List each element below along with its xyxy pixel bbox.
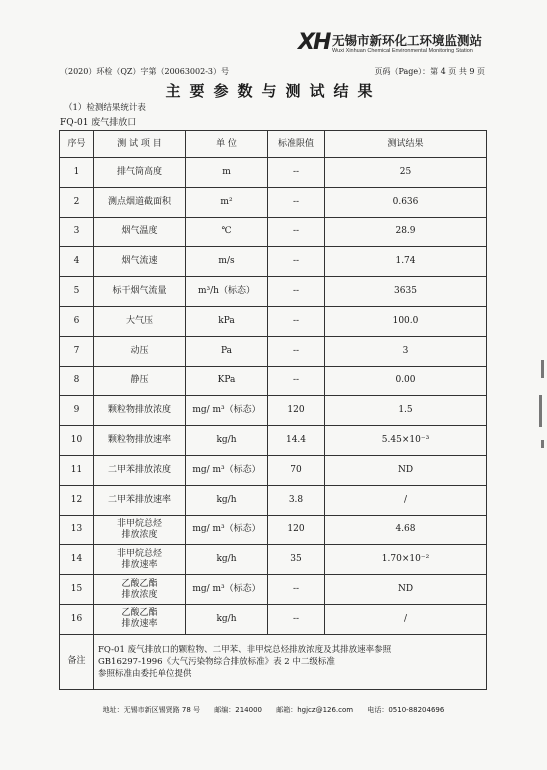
table-row — [60, 455, 487, 485]
row-item-text: 动压 — [130, 345, 149, 356]
table-row — [60, 187, 487, 217]
row-item-text: 二甲苯排放速率 — [107, 494, 171, 505]
header-no: 序号 — [60, 131, 94, 158]
row-number-text: 7 — [73, 345, 80, 356]
row-limit — [268, 455, 325, 485]
row-limit — [268, 396, 325, 426]
row-number — [60, 336, 94, 366]
row-number-text: 15 — [70, 584, 83, 595]
footer-contact — [0, 705, 547, 715]
row-result — [325, 158, 487, 188]
row-number-text: 2 — [73, 196, 80, 207]
row-number-text: 4 — [73, 256, 80, 267]
row-limit — [268, 485, 325, 515]
row-unit — [186, 396, 268, 426]
row-limit-text: -- — [292, 286, 300, 297]
table-row — [60, 396, 487, 426]
row-result — [325, 604, 487, 634]
row-item-text: 测点烟道截面积 — [107, 196, 171, 207]
row-result-text: 1.70×10⁻² — [381, 554, 430, 565]
row-item-text: 二甲苯排放浓度 — [107, 464, 171, 475]
row-item-text: 烟气流速 — [121, 256, 158, 267]
table-row — [60, 277, 487, 307]
row-result — [325, 247, 487, 277]
row-limit-text: -- — [292, 345, 300, 356]
row-limit — [268, 575, 325, 605]
row-result-text: 0.00 — [395, 375, 416, 386]
row-unit-text: ℃ — [221, 226, 232, 237]
row-item — [94, 277, 186, 307]
row-unit — [186, 217, 268, 247]
row-item — [94, 306, 186, 336]
row-number-text: 9 — [73, 405, 80, 416]
row-limit-text: -- — [292, 315, 300, 326]
row-unit-text: kg/h — [216, 613, 237, 624]
table-row — [60, 515, 487, 545]
company-logo — [298, 30, 483, 60]
row-result-text: 1.74 — [395, 256, 416, 267]
row-number-text: 14 — [70, 554, 83, 565]
row-unit — [186, 545, 268, 575]
header-result: 测试结果 — [325, 131, 487, 158]
row-limit — [268, 604, 325, 634]
row-item-text: 烟气温度 — [121, 226, 158, 237]
row-limit-text: 120 — [287, 524, 305, 535]
row-unit — [186, 277, 268, 307]
footer-address: 地址：无锡市新区锡贤路 78 号 — [102, 706, 201, 714]
row-item — [94, 515, 186, 545]
row-unit-text: m/s — [218, 256, 235, 267]
table-row — [60, 366, 487, 396]
row-result-text: 100.0 — [392, 315, 419, 326]
row-result — [325, 426, 487, 456]
row-number — [60, 575, 94, 605]
table-row — [60, 158, 487, 188]
row-unit — [186, 485, 268, 515]
row-limit — [268, 545, 325, 575]
row-unit-text: m² — [220, 196, 233, 207]
row-number — [60, 426, 94, 456]
row-result — [325, 187, 487, 217]
row-limit — [268, 515, 325, 545]
remark-label: 备注 — [60, 634, 94, 689]
row-result — [325, 515, 487, 545]
row-limit — [268, 217, 325, 247]
row-item-text: 乙酸乙酯 — [121, 578, 158, 589]
header-unit: 单 位 — [186, 131, 268, 158]
row-number — [60, 485, 94, 515]
row-number-text: 11 — [70, 464, 83, 475]
scan-edge-mark — [541, 440, 544, 448]
row-number — [60, 455, 94, 485]
row-unit — [186, 515, 268, 545]
row-unit — [186, 247, 268, 277]
row-result-text: 28.9 — [395, 226, 416, 237]
row-number — [60, 604, 94, 634]
page-title: 主要参数与测试结果 — [165, 82, 382, 100]
row-result — [325, 366, 487, 396]
row-result-text: / — [403, 494, 408, 505]
row-result-text: 1.5 — [398, 405, 413, 416]
row-number-text: 13 — [70, 524, 83, 535]
table-row — [60, 426, 487, 456]
row-unit — [186, 306, 268, 336]
row-result — [325, 575, 487, 605]
report-number: （2020）环检（QZ）字第（20063002-3）号 — [60, 67, 229, 76]
row-unit-text: Pa — [220, 345, 233, 356]
row-item-text: 标干烟气流量 — [112, 286, 167, 297]
row-number — [60, 396, 94, 426]
row-limit — [268, 187, 325, 217]
row-unit — [186, 366, 268, 396]
row-number — [60, 247, 94, 277]
row-number — [60, 158, 94, 188]
row-item-text: 大气压 — [125, 315, 153, 326]
remark-line: 参照标准由委托单位提供 — [98, 668, 192, 679]
row-result-text: ND — [397, 584, 414, 595]
row-number — [60, 306, 94, 336]
row-result — [325, 396, 487, 426]
row-number — [60, 366, 94, 396]
row-limit-text: 120 — [287, 405, 305, 416]
row-unit — [186, 604, 268, 634]
row-item — [94, 187, 186, 217]
row-limit — [268, 277, 325, 307]
row-limit-text: 70 — [290, 464, 302, 475]
row-limit — [268, 247, 325, 277]
row-result — [325, 455, 487, 485]
row-result-text: ND — [397, 464, 414, 475]
page-info: 页码（Page）：第 4 页 共 9 页 — [374, 67, 485, 76]
row-limit-text: -- — [292, 226, 300, 237]
row-item — [94, 158, 186, 188]
row-result-text: 25 — [399, 166, 412, 177]
row-limit-text: -- — [292, 196, 300, 207]
remark-line: FQ-01 废气排放口的颗粒物、二甲苯、非甲烷总烃排放浓度及其排放速率参照 — [98, 644, 392, 655]
row-limit-text: -- — [292, 166, 300, 177]
logo-mark: XH — [298, 30, 330, 55]
row-item — [94, 247, 186, 277]
table-row — [60, 485, 487, 515]
row-item-text: 非甲烷总烃 — [116, 548, 162, 559]
row-item-text: 排放浓度 — [121, 589, 158, 600]
row-unit-text: mg/ m³（标态） — [192, 405, 261, 416]
company-name-cn: 无锡市新环化工环境监测站 — [332, 33, 483, 48]
row-limit-text: 3.8 — [288, 494, 304, 505]
row-item-text: 排气筒高度 — [116, 166, 162, 177]
row-item — [94, 426, 186, 456]
remark-row — [60, 634, 487, 689]
row-unit-text: kg/h — [216, 554, 237, 565]
row-result-text: 5.45×10⁻³ — [381, 435, 430, 446]
table-row — [60, 217, 487, 247]
row-item-text: 静压 — [130, 375, 149, 386]
row-number — [60, 187, 94, 217]
table-body — [60, 158, 487, 635]
row-item-text: 颗粒物排放速率 — [107, 435, 171, 446]
row-item-text: 非甲烷总烃 — [116, 518, 162, 529]
row-number-text: 1 — [73, 166, 80, 177]
row-unit — [186, 336, 268, 366]
row-limit — [268, 426, 325, 456]
row-item — [94, 545, 186, 575]
row-number — [60, 515, 94, 545]
row-item — [94, 485, 186, 515]
row-unit — [186, 158, 268, 188]
row-unit-text: kg/h — [216, 435, 237, 446]
row-unit-text: m³/h（标态） — [198, 286, 255, 297]
table-header-row — [60, 131, 487, 158]
results-table — [59, 130, 487, 690]
row-limit-text: 14.4 — [285, 435, 307, 446]
row-unit — [186, 455, 268, 485]
row-unit — [186, 575, 268, 605]
table-row — [60, 575, 487, 605]
header-limit: 标准限值 — [268, 131, 325, 158]
row-number-text: 16 — [70, 613, 83, 624]
row-number-text: 3 — [73, 226, 80, 237]
row-item — [94, 366, 186, 396]
row-item-text: 排放速率 — [121, 619, 158, 630]
row-result-text: 0.636 — [392, 196, 419, 207]
footer-phone: 电话：0510-88204696 — [367, 706, 445, 714]
row-unit-text: KPa — [217, 375, 236, 386]
row-unit-text: mg/ m³（标态） — [192, 464, 261, 475]
row-number-text: 12 — [70, 494, 83, 505]
row-item — [94, 396, 186, 426]
row-result-text: / — [403, 613, 408, 624]
row-result-text: 3 — [402, 345, 409, 356]
row-limit — [268, 306, 325, 336]
row-result — [325, 545, 487, 575]
outlet-label: FQ-01 废气排放口 — [60, 118, 137, 128]
row-result — [325, 306, 487, 336]
row-unit — [186, 187, 268, 217]
row-result-text: 4.68 — [395, 524, 416, 535]
row-item — [94, 336, 186, 366]
row-number-text: 5 — [73, 286, 80, 297]
row-result — [325, 485, 487, 515]
remark-line: GB16297-1996《大气污染物综合排放标准》表 2 中二级标准 — [98, 656, 335, 667]
row-limit-text: -- — [292, 375, 300, 386]
row-unit-text: m — [222, 166, 231, 177]
row-item — [94, 217, 186, 247]
row-limit — [268, 158, 325, 188]
table-row — [60, 306, 487, 336]
scan-edge-mark — [539, 395, 542, 427]
row-result — [325, 277, 487, 307]
row-limit-text: 35 — [290, 554, 302, 565]
row-unit-text: mg/ m³（标态） — [192, 584, 261, 595]
row-unit-text: mg/ m³（标态） — [192, 524, 261, 535]
row-number — [60, 545, 94, 575]
row-limit-text: -- — [292, 584, 300, 595]
row-item-text: 排放浓度 — [121, 529, 158, 540]
row-item — [94, 575, 186, 605]
row-item — [94, 604, 186, 634]
row-limit-text: -- — [292, 256, 300, 267]
row-limit — [268, 366, 325, 396]
scan-edge-mark — [541, 360, 544, 378]
table-row — [60, 247, 487, 277]
row-limit-text: -- — [292, 613, 300, 624]
row-unit-text: kg/h — [216, 494, 237, 505]
row-item — [94, 455, 186, 485]
row-number — [60, 277, 94, 307]
row-result — [325, 336, 487, 366]
footer-email: 邮箱：hgjcz@126.com — [276, 706, 354, 714]
table-row — [60, 604, 487, 634]
table-row — [60, 545, 487, 575]
row-unit — [186, 426, 268, 456]
remark-text — [94, 634, 487, 689]
row-number-text: 10 — [70, 435, 83, 446]
row-unit-text: kPa — [218, 315, 235, 326]
table-row — [60, 336, 487, 366]
row-result-text: 3635 — [394, 286, 417, 297]
row-limit — [268, 336, 325, 366]
row-item-text: 排放速率 — [121, 559, 158, 570]
section-subtitle: （1）检测结果统计表 — [64, 103, 146, 113]
company-name-en: Wuxi Xinhuan Chemical Environmental Monitoring Station — [332, 48, 473, 54]
row-result — [325, 217, 487, 247]
footer-postcode: 邮编：214000 — [214, 706, 262, 714]
row-number — [60, 217, 94, 247]
row-number-text: 6 — [73, 315, 80, 326]
row-item-text: 颗粒物排放浓度 — [107, 405, 171, 416]
row-number-text: 8 — [73, 375, 80, 386]
header-item: 测 试 项 目 — [94, 131, 186, 158]
row-item-text: 乙酸乙酯 — [121, 608, 158, 619]
